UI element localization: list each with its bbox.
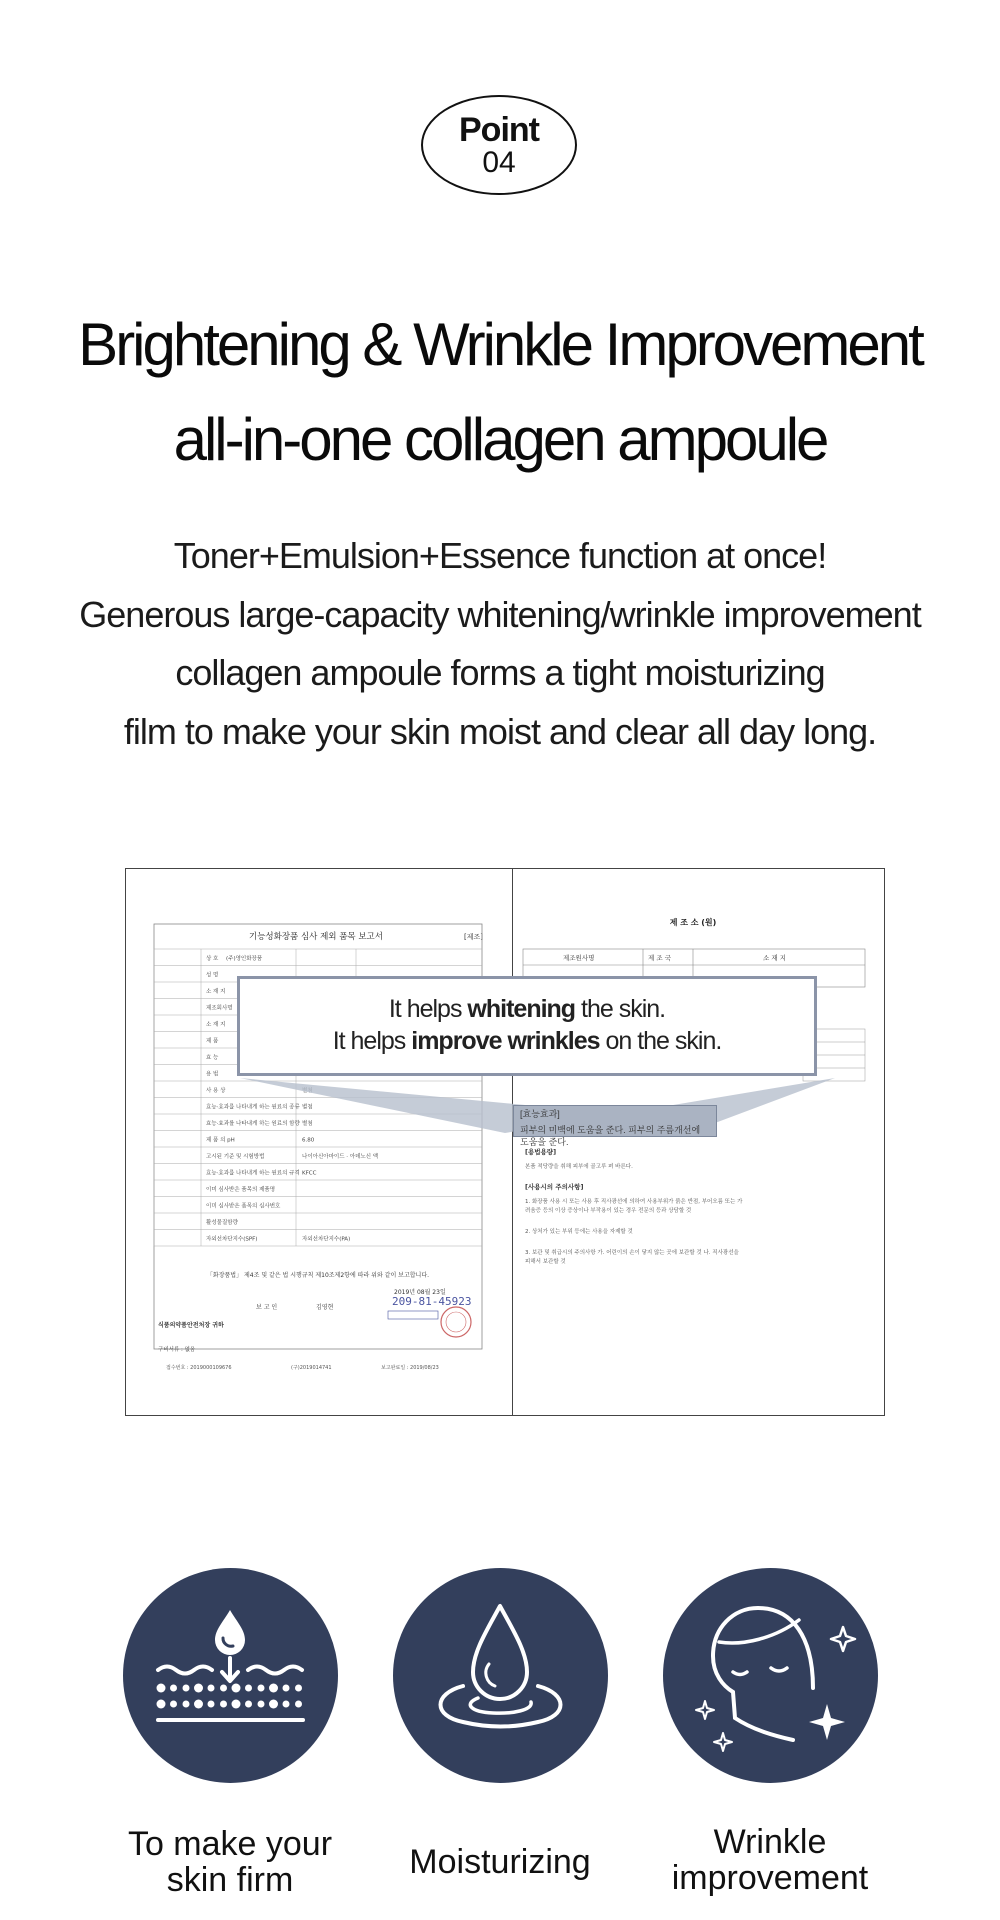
description-line: Toner+Emulsion+Essence function at once! bbox=[173, 535, 827, 576]
form-row-label: 이미 심사받은 품목의 심사번호 bbox=[206, 1203, 281, 1210]
callout-line1: It helps whitening the skin. bbox=[388, 995, 666, 1023]
effect-text: 피부의 미백에 도움을 준다. 피부의 주름개선에 도움을 준다. bbox=[520, 1125, 701, 1147]
skin-cell-dot bbox=[220, 1685, 227, 1692]
feature-icon-circle bbox=[393, 1568, 608, 1783]
form-row-label: 사 용 상 bbox=[206, 1088, 226, 1094]
reporter-label: 보 고 인 bbox=[256, 1304, 278, 1311]
section-text: 피해서 보관할 것 bbox=[525, 1259, 566, 1265]
section-text: 1. 화장품 사용 시 또는 사용 후 직사광선에 의하여 사용부위가 붉은 반점, 부어오름 또는 가 bbox=[525, 1199, 743, 1205]
skin-cell-dot bbox=[183, 1701, 190, 1708]
form-row-label: 효능·효과를 나타내게 하는 원료의 규격 bbox=[206, 1170, 300, 1177]
skin-cell-dot bbox=[269, 1684, 278, 1693]
skin-cell-dot bbox=[283, 1701, 290, 1708]
effect-heading: [효능효과] bbox=[520, 1109, 560, 1119]
face-sparkle-icon bbox=[663, 1568, 878, 1783]
section-text: 3. 보관 및 취급시의 주의사항 가. 어린이의 손이 닿지 않는 곳에 보관할 것 나. 직사광선을 bbox=[525, 1250, 739, 1256]
form-row-value: 나이아신아마이드 · 아데노신 액 bbox=[302, 1154, 379, 1160]
description-line: film to make your skin moist and clear all day long. bbox=[123, 711, 877, 752]
skin-cell-dot bbox=[194, 1684, 203, 1693]
feature-icon-circle bbox=[123, 1568, 338, 1783]
skin-cell-dot bbox=[194, 1700, 203, 1709]
skin-cell-dot bbox=[232, 1700, 241, 1709]
feature-label bbox=[370, 1844, 630, 1880]
form-row-value: 자외선차단지수(PA) bbox=[302, 1236, 351, 1243]
authority: 식품의약품안전처장 귀하 bbox=[158, 1322, 224, 1329]
form-row-label: 소 재 지 bbox=[206, 1022, 226, 1028]
description-line: collagen ampoule forms a tight moisturizing bbox=[175, 652, 825, 693]
form-row-label: 고시된 기준 및 시험방법 bbox=[206, 1154, 265, 1160]
skin-cell-dot bbox=[157, 1700, 166, 1709]
form-row-label: 제 품 의 pH bbox=[206, 1137, 235, 1144]
section-heading: [사용시의 주의사항] bbox=[525, 1183, 584, 1191]
feature-label bbox=[100, 1826, 360, 1898]
feature-icon-circle bbox=[663, 1568, 878, 1783]
form-row-value: 별첨 bbox=[302, 1104, 313, 1111]
water-drop-ripple-icon bbox=[393, 1568, 608, 1783]
skin-cell-dot bbox=[295, 1701, 302, 1708]
form-row-label: 용 법 bbox=[206, 1071, 219, 1078]
point-number: 04 bbox=[482, 146, 516, 179]
form-row-label: 효능·효과를 나타내게 하는 원료의 종류 bbox=[206, 1104, 300, 1111]
skin-cell-dot bbox=[220, 1701, 227, 1708]
feature-label-line: To make your bbox=[127, 1825, 333, 1863]
form-row-label: 효 능 bbox=[206, 1055, 219, 1061]
form-row-label: 제조회사명 bbox=[206, 1005, 233, 1012]
skin-cell-dot bbox=[269, 1700, 278, 1709]
section-text: 2. 상처가 있는 부위 등에는 사용을 자제할 것 bbox=[525, 1229, 633, 1235]
skin-cell-dot bbox=[208, 1701, 215, 1708]
page-title-line1: Brightening & Wrinkle Improvement bbox=[78, 311, 922, 378]
col-address: 소 재 지 bbox=[763, 954, 786, 962]
form-row-label: 이미 심사받은 품목의 제품명 bbox=[206, 1187, 276, 1193]
form-row-value: 별첨 bbox=[302, 1121, 313, 1127]
report-date: 2019년 08월 23일 bbox=[394, 1289, 446, 1296]
zoom-connector bbox=[125, 868, 885, 1418]
receipt-number-old: (구)2019014741 bbox=[291, 1365, 332, 1371]
form-row-label: 자외선차단지수(SPF) bbox=[206, 1236, 258, 1243]
report-note: 「화장품법」 제4조 및 같은 법 시행규칙 제10조제2항에 따라 위와 같이 보고합니다. bbox=[206, 1272, 430, 1279]
feature-label-line: Wrinkle bbox=[713, 1823, 827, 1861]
business-number-stamp: 209-81-45923 bbox=[392, 1295, 472, 1308]
col-manufacturer: 제조원사명 bbox=[563, 954, 595, 962]
efficacy-callout bbox=[237, 976, 817, 1076]
form-row-label: 성 명 bbox=[206, 972, 219, 979]
report-type: [제조] bbox=[464, 933, 483, 941]
skin-cell-dot bbox=[157, 1684, 166, 1693]
form-row-value: KFCC bbox=[302, 1170, 317, 1177]
point-label: Point bbox=[459, 111, 539, 149]
company-name: (주)영인화장품 bbox=[226, 956, 263, 962]
skin-cell-dot bbox=[245, 1701, 252, 1708]
skin-layers-drop-icon bbox=[123, 1568, 338, 1783]
skin-cell-dot bbox=[208, 1685, 215, 1692]
skin-cell-dot bbox=[170, 1685, 177, 1692]
report-complete-date: 보고완료일 : 2019/08/23 bbox=[381, 1365, 439, 1371]
section-text: 려움증 등의 이상 증상이나 부작용이 있는 경우 전문의 등과 상담할 것 bbox=[525, 1208, 692, 1214]
skin-cell-dot bbox=[183, 1685, 190, 1692]
feature-label bbox=[640, 1824, 900, 1896]
certificate-document bbox=[125, 868, 885, 1418]
skin-cell-dot bbox=[258, 1685, 265, 1692]
attachments: 구비서류 : 없음 bbox=[158, 1347, 196, 1353]
skin-cell-dot bbox=[258, 1701, 265, 1708]
callout-line2: It helps improve wrinkles on the skin. bbox=[332, 1027, 722, 1055]
point-badge bbox=[421, 95, 577, 195]
feature-label-line: Moisturizing bbox=[409, 1843, 591, 1881]
skin-cell-dot bbox=[283, 1685, 290, 1692]
form-row-label: 제 품 bbox=[206, 1038, 219, 1045]
form-row-label: 상 호 bbox=[206, 956, 219, 962]
form-row-label: 활성물질함량 bbox=[206, 1220, 238, 1226]
skin-cell-dot bbox=[245, 1685, 252, 1692]
feature-label-line: improvement bbox=[671, 1859, 869, 1897]
section-text: 본품 적당량을 취해 피부에 골고루 펴 바른다. bbox=[525, 1164, 633, 1170]
form-row-label: 효능·효과를 나타내게 하는 원료의 함량 bbox=[206, 1121, 300, 1127]
section-heading: [용법용량] bbox=[525, 1148, 557, 1156]
report-title: 기능성화장품 심사 제외 품목 보고서 bbox=[249, 932, 383, 942]
receipt-number: 접수번호 : 2019000109676 bbox=[166, 1365, 232, 1371]
col-country: 제 조 국 bbox=[648, 954, 671, 962]
skin-cell-dot bbox=[170, 1701, 177, 1708]
skin-cell-dot bbox=[295, 1685, 302, 1692]
description-line: Generous large-capacity whitening/wrinkle improvement bbox=[79, 594, 921, 635]
reporter-name: 김영현 bbox=[316, 1304, 334, 1311]
manufacturer-title: 제 조 소 (원) bbox=[669, 918, 717, 927]
feature-label-line: skin firm bbox=[166, 1861, 294, 1899]
effect-highlight bbox=[513, 1105, 717, 1147]
page-title-line2: all-in-one collagen ampoule bbox=[173, 406, 827, 473]
skin-cell-dot bbox=[232, 1684, 241, 1693]
form-row-label: 소 재 지 bbox=[206, 989, 226, 995]
form-row-value: 6.80 bbox=[302, 1137, 315, 1144]
